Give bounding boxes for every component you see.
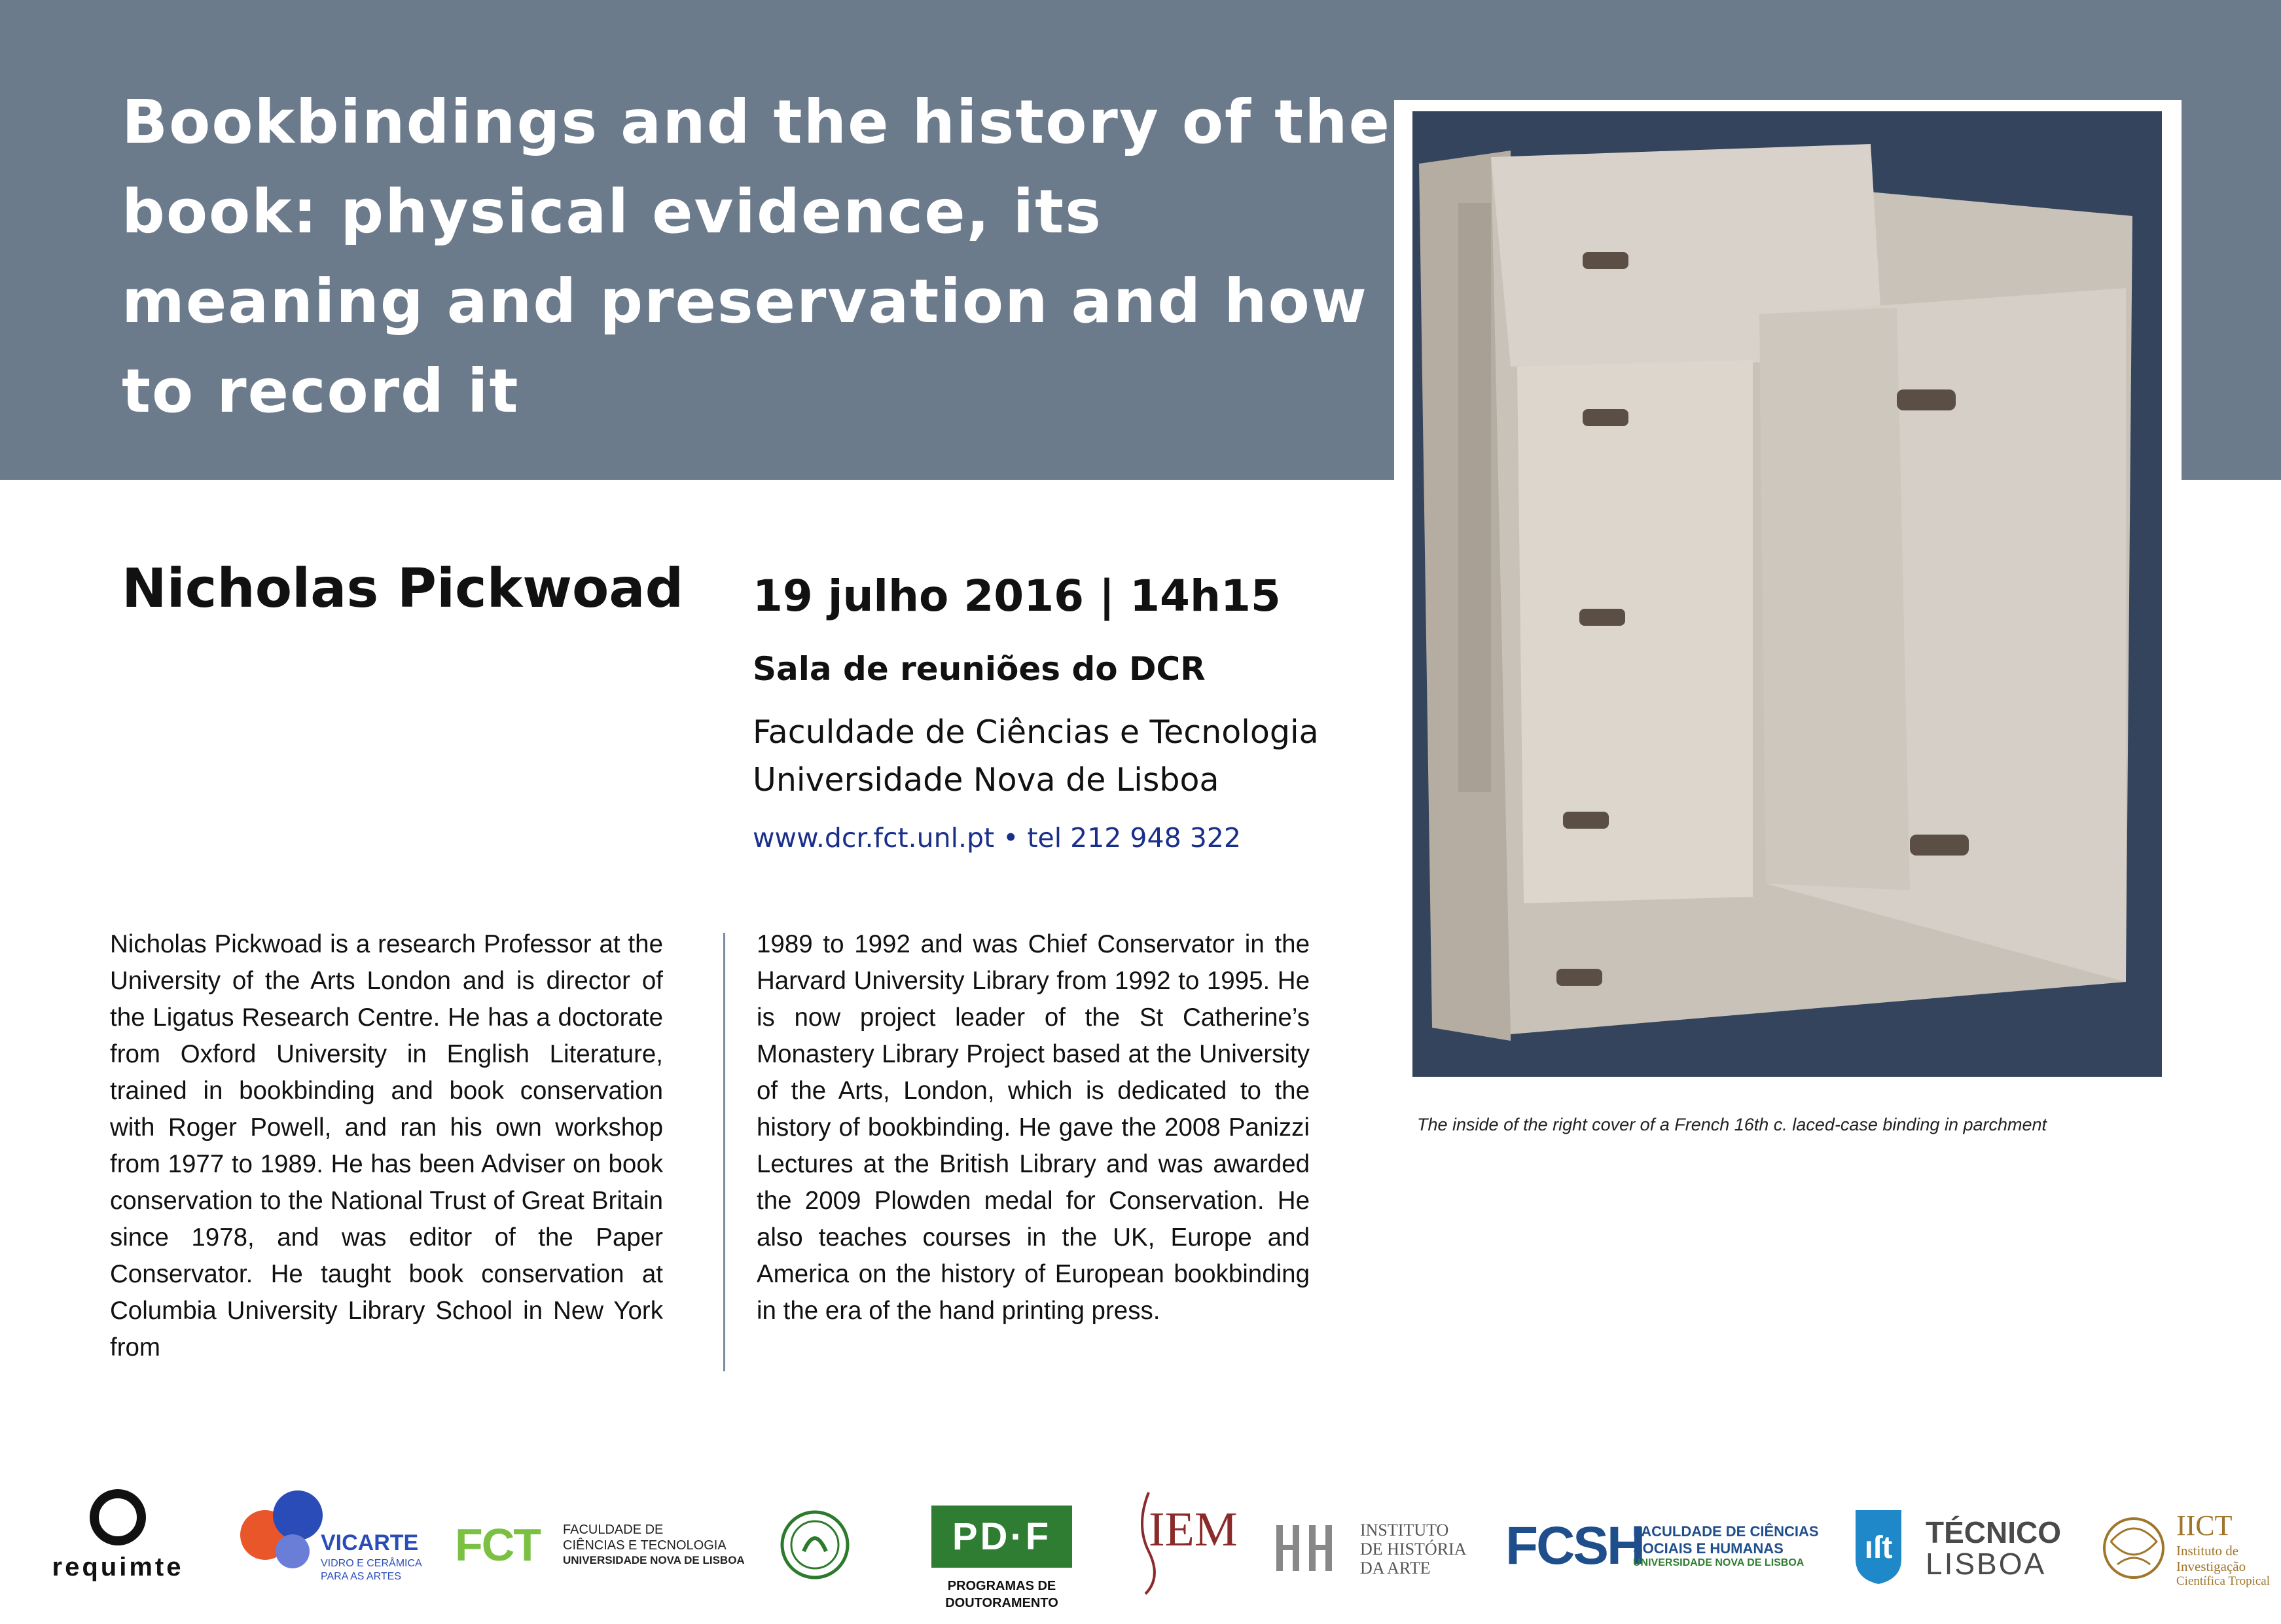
tecnico-lisboa-logo (1852, 1507, 2061, 1592)
fct-line-2: CIÊNCIAS E TECNOLOGIA (563, 1538, 727, 1553)
vicarte-logo (239, 1486, 422, 1597)
iem-logo (1129, 1486, 1238, 1604)
iict-line-3: Científica Tropical (2176, 1574, 2271, 1588)
fcsh-logo (1505, 1515, 1819, 1587)
cicdr-seal-logo (779, 1506, 851, 1584)
vicarte-sub-2: PARA AS ARTES (321, 1571, 402, 1582)
iict-line-1: Instituto de (2176, 1543, 2239, 1559)
binding-photo (1412, 111, 2162, 1077)
iict-wordmark: IICT (2176, 1509, 2233, 1542)
iha-line-2: DE HISTÓRIA (1360, 1540, 1467, 1559)
contact-info: www.dcr.fct.unl.pt • tel 212 948 322 (753, 822, 1241, 854)
pdf-line-1: PROGRAMAS DE (947, 1579, 1056, 1593)
pdf-logo (931, 1506, 1072, 1623)
tecnico-line-2: LISBOA (1926, 1547, 2047, 1581)
fct-line-1: FACULDADE DE (563, 1523, 664, 1537)
iict-line-2: Investigação (2176, 1559, 2246, 1574)
speaker-name: Nicholas Pickwoad (122, 558, 684, 620)
fct-logo (455, 1519, 745, 1584)
bio-column-2: 1989 to 1992 and was Chief Conservator in the Harvard University Library from 1992 to 1995. He is now project leader of the St Catherine’s Monastery Library Project based at the University of the Arts, London, which is dedicated to the history of bookbinding. He gave the 2008 Panizzi Lectures at the British Library and was awarded the 2009 Plowden medal for Conservation. He also teaches courses in the UK, Europe and America on the history of European bookbinding in the era of the hand printing press. (757, 930, 1310, 1325)
pdf-mark: PD·F (931, 1506, 1072, 1568)
iict-logo (2098, 1502, 2278, 1607)
fcsh-mark: FCSH (1505, 1516, 1644, 1576)
svg-text:ıſt: ıſt (1864, 1530, 1893, 1565)
column-divider (723, 933, 725, 1371)
fcsh-line-3: UNIVERSIDADE NOVA DE LISBOA (1633, 1557, 1805, 1568)
pdf-line-2: DOUTORAMENTO (945, 1596, 1058, 1610)
bio-column-1: Nicholas Pickwoad is a research Professor at the University of the Arts London and is director of the Ligatus Research Centre. He has a doctorate from Oxford University in English Literature, trained in bookbinding and book conservation with Roger Powell, and ran his own workshop from 1977 to 1989. He has been Adviser on book conservation to the National Trust of Great Britain since 1978, and was editor of the Paper Conservator. He taught book conservation at Columbia University Library School in New York from (110, 930, 663, 1362)
fct-line-3: UNIVERSIDADE NOVA DE LISBOA (563, 1554, 745, 1566)
fcsh-line-1: FACULDADE DE CIÊNCIAS (1633, 1523, 1819, 1540)
fct-mark: FCT (455, 1519, 541, 1570)
photo-caption: The inside of the right cover of a French 16th c. laced-case binding in parchment (1417, 1115, 2047, 1134)
iha-line-3: DA ARTE (1360, 1559, 1431, 1578)
fcsh-line-2: SOCIAIS E HUMANAS (1633, 1540, 1784, 1557)
vicarte-wordmark: VICARTE (321, 1530, 419, 1555)
instituto-historia-arte-logo (1273, 1515, 1467, 1587)
iha-line-1: INSTITUTO (1360, 1521, 1449, 1540)
vicarte-sub-1: VIDRO E CERÂMICA (321, 1558, 422, 1569)
requimte-wordmark: requimte (52, 1553, 184, 1581)
event-date-time: 19 julho 2016 | 14h15 (753, 571, 1281, 621)
iem-wordmark: IEM (1149, 1503, 1238, 1557)
requimte-logo (36, 1486, 200, 1597)
page-title: Bookbindings and the history of the book: physical evidence, its meaning and preservation and how to record it (122, 87, 1391, 426)
institution-line-1: Faculdade de Ciências e Tecnologia (753, 713, 1319, 751)
event-room: Sala de reuniões do DCR (753, 650, 1206, 688)
tecnico-line-1: TÉCNICO (1926, 1515, 2061, 1549)
partner-logos (0, 1486, 2281, 1624)
institution-line-2: Universidade Nova de Lisboa (753, 761, 1219, 799)
